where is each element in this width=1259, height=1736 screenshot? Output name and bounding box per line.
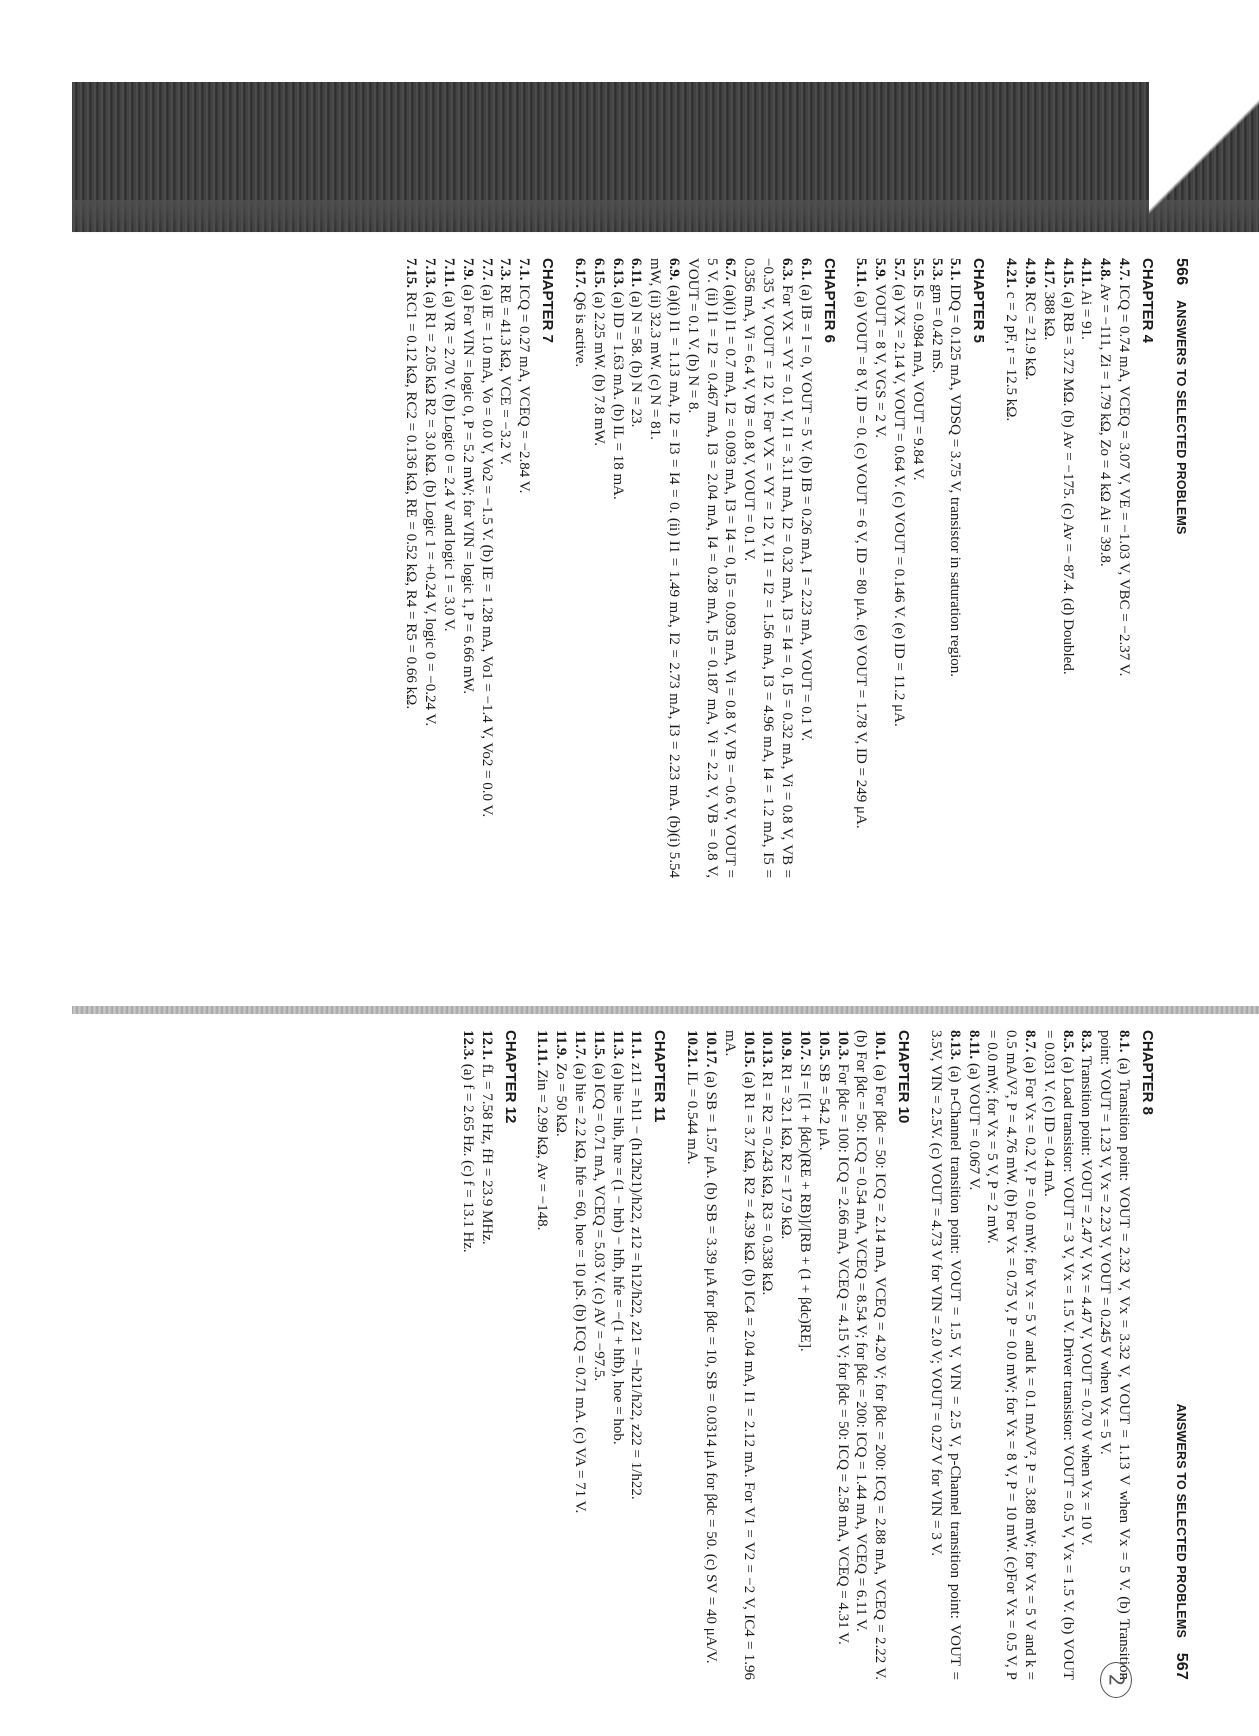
answer-entry bbox=[551, 1030, 570, 1680]
problem-number: 4.11. bbox=[1078, 258, 1095, 288]
answer-text: ICQ = 0.74 mA, VCEQ = 3.07 V, VE = −1.03 V, VBC = −2.37 V. bbox=[1116, 284, 1132, 677]
answer-text: (a) n-Channel transition point: VOUT = 1.5 V, VIN = 2.5 V, p-Channel transition point: VOUT = 3.5V, VIN = 2.5V. (c) VOUT = 4.73 V for VIN = 2.0 V; VOUT = 0.27 V for VIN = 3 V. bbox=[928, 1030, 963, 1680]
problem-number: 8.3. bbox=[1078, 1030, 1095, 1053]
answer-text: SI = [(1 + βdc)(RE + RB)]/[RB + (1 + βdc)RE]. bbox=[797, 1063, 814, 1352]
problem-number: 4.17. bbox=[1040, 258, 1057, 288]
answer-entry bbox=[477, 258, 496, 878]
answer-entry bbox=[570, 1030, 589, 1680]
answer-entry bbox=[870, 258, 889, 878]
answer-entry bbox=[908, 258, 927, 878]
answer-entry bbox=[814, 1030, 833, 1680]
answer-entry bbox=[477, 1030, 496, 1680]
problem-number: 10.5. bbox=[815, 1030, 832, 1060]
problem-number: 10.9. bbox=[778, 1030, 795, 1060]
answer-text: R1 = R2 = 0.243 kΩ, R3 = 0.338 kΩ. bbox=[759, 1071, 776, 1296]
problem-number: 5.9. bbox=[872, 258, 889, 281]
answer-text: Q6 is active. bbox=[572, 291, 589, 368]
answer-text: (a) SB = 1.57 μA. (b) SB = 3.39 μA for βdc = 10, SB = 0.0314 μA for βdc = 50. (c) SV = 40 μA/V. bbox=[703, 1071, 720, 1664]
right-page-content bbox=[458, 1030, 1156, 1680]
answer-entry bbox=[608, 1030, 627, 1680]
answer-entry bbox=[852, 1030, 890, 1680]
answer-entry bbox=[758, 1030, 777, 1680]
answer-text: (a) f = 2.65 Hz. (c) f = 13.1 Hz. bbox=[459, 1063, 476, 1253]
problem-number: 7.13. bbox=[422, 258, 439, 288]
answer-text: (a) For βdc = 50: ICQ = 2.14 mA, VCEQ = 4.20 V; for βdc = 200: ICQ = 2.88 mA, VCEQ = 2.22 V. (b) For βdc = 50: ICQ = 0.54 mA, VCEQ = 8.54 V; for βdc = 200: ICQ = 1.44 mA, VCEQ = 6.11 V. bbox=[853, 1030, 889, 1680]
answer-text: (a) hie = 2.2 kΩ, hfe = 60, hoe = 10 μS. (b) ICQ = 0.71 mA. (c) VA = 71 V. bbox=[572, 1062, 589, 1514]
problem-number: 7.15. bbox=[403, 258, 420, 288]
answer-text: (a) 2.25 mW. (b) 7.8 mW. bbox=[590, 291, 607, 447]
answer-text: (a) R1 = 2.05 kΩ R2 = 3.0 kΩ. (b) Logic 1 = +0.24 V, logic 0 = −0.24 V. bbox=[422, 291, 439, 727]
answer-entry bbox=[1095, 258, 1114, 878]
answer-entry bbox=[1114, 258, 1133, 878]
answer-text: Av = −111, Zi = 1.79 kΩ, Zo = 4 kΩ Ai = 39.8. bbox=[1097, 283, 1114, 567]
answer-text: IDQ = 0.125 mA, VDSQ = 3.75 V, transistor in saturation region. bbox=[947, 284, 964, 677]
chapter-heading: CHAPTER 10 bbox=[895, 1030, 913, 1124]
problem-number: 11.11. bbox=[534, 1030, 551, 1066]
problem-number: 11.9. bbox=[553, 1030, 570, 1060]
answer-entry bbox=[889, 258, 908, 878]
answer-entry bbox=[1020, 258, 1039, 878]
answer-entry bbox=[983, 1030, 1039, 1680]
right-running-head bbox=[1172, 1030, 1190, 1680]
problem-number: 6.11. bbox=[628, 258, 645, 288]
answer-entry bbox=[927, 258, 946, 878]
left-page bbox=[402, 258, 1190, 878]
problem-number: 10.17. bbox=[703, 1030, 720, 1068]
answer-entry bbox=[514, 258, 533, 878]
answer-entry bbox=[645, 258, 683, 878]
answer-text: (a) RB = 3.72 MΩ. (b) Av = −175. (c) Av = −87.4. (d) Doubled. bbox=[1059, 291, 1076, 675]
answer-entry bbox=[627, 1030, 646, 1680]
chapter-heading: CHAPTER 6 bbox=[820, 258, 838, 344]
problem-number: 11.5. bbox=[590, 1030, 607, 1060]
problem-number: 7.9. bbox=[459, 258, 476, 281]
answer-entry bbox=[533, 1030, 552, 1680]
answer-entry bbox=[701, 1030, 720, 1680]
chapter-heading: CHAPTER 7 bbox=[539, 258, 557, 344]
answer-entry bbox=[720, 1030, 758, 1680]
answer-text: (a) IB = I = 0, VOUT = 5 V. (b) IB = 0.26 mA, I = 2.23 mA, VOUT = 0.1 V. bbox=[797, 284, 814, 742]
answer-text: (a)(i) I1 = 0.7 mA, I2 = 0.093 mA, I3 = I4 = 0, I5 = 0.093 mA, Vi = 0.8 V, VB = −0.6 V, VOUT = 5 V. (ii) I1 = I2 = 0.467 mA, I3 = 2.04 mA, I4 = 0.28 mA, I5 = 0.187 mA, Vi = 2.2 V, VB = 0.8 V, VOUT = 0.1 V. (b) N = 8. bbox=[684, 258, 739, 879]
problem-number: 6.9. bbox=[666, 258, 683, 281]
answer-text: (a) VOUT = 8 V, ID = 0. (c) VOUT = 6 V, ID = 80 μA. (e) VOUT = 1.78 V, ID = 249 μA. bbox=[853, 290, 870, 829]
problem-number: 6.17. bbox=[572, 258, 589, 288]
answer-entry bbox=[421, 258, 440, 878]
handwritten-mark-text: 2 bbox=[1103, 1673, 1128, 1687]
answer-text: (a) hie = hib, hre = (1 − hrb) − hfb, hfe = −(1 + hfb), hoe = hob. bbox=[609, 1062, 626, 1445]
answer-text: z11 = h11 − (h12h21)/h22, z12 = h12/h22, z21 = −h21/h22, z22 = 1/h22. bbox=[628, 1062, 645, 1500]
problem-number: 8.7. bbox=[1022, 1030, 1039, 1053]
problem-number: 4.7. bbox=[1116, 258, 1132, 281]
problem-number: 4.15. bbox=[1059, 258, 1076, 288]
answer-entry bbox=[833, 1030, 852, 1680]
answer-text: IS = 0.984 mA, VOUT = 9.84 V. bbox=[909, 284, 926, 481]
problem-number: 5.1. bbox=[947, 258, 964, 281]
answer-text: (a) VR = 2.70 V. (b) Logic 0 = 2.4 V and logic 1 = 3.0 V. bbox=[441, 290, 458, 632]
problem-number: 10.15. bbox=[740, 1030, 757, 1068]
page-fold-line bbox=[72, 1006, 1259, 1014]
left-running-head-text: ANSWERS TO SELECTED PROBLEMS bbox=[1174, 300, 1188, 535]
answer-text: (a) N = 58. (b) N = 23. bbox=[628, 290, 645, 428]
answer-entry bbox=[608, 258, 627, 878]
left-running-head bbox=[1172, 258, 1190, 878]
answer-text: c = 2 pF, r = 12.5 kΩ. bbox=[1003, 291, 1020, 422]
answer-entry bbox=[739, 258, 795, 878]
answer-text: (a) For VIN = logic 0, P = 5.2 mW; for VIN = logic 1, P = 6.66 mW. bbox=[459, 284, 476, 695]
answer-text: Transition point: VOUT = 2.47 V, Vx = 4.47 V, VOUT = 0.70 V when Vx = 10 V. bbox=[1078, 1055, 1095, 1546]
problem-number: 11.1. bbox=[628, 1030, 645, 1060]
answer-text: (a) Load transistor: VOUT = 3 V, Vx = 1.5 V. Driver transistor: VOUT = 0.5 V, Vx = 1.5 V. (b) VOUT = 0.031 V. (c) ID = 0.4 mA. bbox=[1040, 1030, 1076, 1680]
scan-shadow-fade bbox=[72, 200, 1259, 234]
answer-text: (a) IE = 1.0 mA, Vo = 0.0 V, Vo2 = −1.5 V. (b) IE = 1.28 mA, Vo1 = −1.4 V, Vo2 = 0.0 V. bbox=[478, 284, 495, 818]
answer-entry bbox=[946, 258, 965, 878]
answer-entry bbox=[1039, 1030, 1077, 1680]
answer-text: Zin = 2.99 kΩ, Av = −148. bbox=[534, 1069, 551, 1231]
problem-number: 5.3. bbox=[928, 258, 945, 281]
answer-entry bbox=[926, 1030, 964, 1680]
answer-text: For βdc = 100: ICQ = 2.66 mA, VCEQ = 4.15 V; for βdc = 50: ICQ = 2.58 mA, VCEQ = 4.31 V. bbox=[834, 1063, 851, 1645]
answer-entry bbox=[496, 258, 515, 878]
problem-number: 7.7. bbox=[478, 258, 495, 281]
answer-text: VOUT = 8 V, VGS = 2 V. bbox=[872, 283, 889, 439]
problem-number: 5.7. bbox=[891, 258, 908, 281]
answer-text: (a) R1 = 3.7 kΩ, R2 = 4.39 kΩ. (b) IC4 = 2.04 mA, I1 = 2.12 mA. For V1 = V2 = −2 V, IC4 = 1.96 mA. bbox=[721, 1030, 757, 1680]
problem-number: 7.1. bbox=[516, 258, 533, 281]
answer-entry bbox=[964, 1030, 983, 1680]
answer-entry bbox=[458, 1030, 477, 1680]
answer-entry bbox=[458, 258, 477, 878]
problem-number: 6.1. bbox=[797, 258, 814, 281]
answer-text: RC = 21.9 kΩ. bbox=[1022, 291, 1039, 381]
answer-text: R1 = 32.1 kΩ, R2 = 17.9 kΩ. bbox=[778, 1063, 795, 1240]
problem-number: 11.7. bbox=[572, 1030, 589, 1060]
answer-text: IL = 0.544 mA. bbox=[684, 1071, 701, 1165]
problem-number: 4.21. bbox=[1003, 258, 1020, 288]
answer-entry bbox=[570, 258, 589, 878]
answer-entry bbox=[796, 258, 815, 878]
answer-entry bbox=[795, 1030, 814, 1680]
handwritten-page-mark bbox=[1100, 1662, 1132, 1698]
answer-text: For VX = VY = 0.1 V, I1 = 3.11 mA, I2 = 0.32 mA, I3 = I4 = 0, I5 = 0.32 mA, Vi = 0.8 V, VB = −0.35 V, VOUT = 12 V. For VX = VY = 12 V, I1 = I2 = 1.56 mA, I3 = 4.96 mA, I4 = 1.2 mA, I5 = 0.356 mA, Vi = 6.4 V, VB = 0.8 V, VOUT = 0.1 V. bbox=[741, 258, 795, 879]
problem-number: 11.3. bbox=[609, 1030, 626, 1060]
answer-entry bbox=[776, 1030, 795, 1680]
problem-number: 10.21. bbox=[684, 1030, 701, 1068]
problem-number: 6.15. bbox=[590, 258, 607, 288]
answer-entry bbox=[1077, 258, 1096, 878]
answer-entry bbox=[439, 258, 458, 878]
right-running-head-text: ANSWERS TO SELECTED PROBLEMS bbox=[1174, 1403, 1188, 1638]
problem-number: 8.1. bbox=[1116, 1030, 1132, 1053]
problem-number: 12.3. bbox=[459, 1030, 476, 1060]
answer-entry bbox=[852, 258, 871, 878]
answer-entry bbox=[1077, 1030, 1096, 1680]
left-page-number: 566 bbox=[1173, 258, 1190, 286]
answer-text: gm = 0.42 mS. bbox=[928, 284, 945, 374]
problem-number: 7.3. bbox=[497, 258, 514, 281]
chapter-heading: CHAPTER 8 bbox=[1139, 1030, 1156, 1116]
chapter-heading: CHAPTER 5 bbox=[970, 258, 988, 344]
problem-number: 4.8. bbox=[1097, 258, 1114, 281]
answer-text: RE = 41.3 kΩ, VCE = −3.2 V. bbox=[497, 284, 514, 465]
problem-number: 10.3. bbox=[834, 1030, 851, 1060]
chapter-heading: CHAPTER 12 bbox=[501, 1030, 519, 1124]
answer-text: Zo = 50 kΩ. bbox=[553, 1062, 570, 1137]
chapter-heading: CHAPTER 11 bbox=[651, 1030, 669, 1123]
answer-text: (a) For Vx = 0.2 V, P = 0.0 mW; for Vx = 5 V and k = 0.1 mA/V², P = 3.88 mW; for Vx = 5 V and k = 0.5 mA/V², P = 4.76 mW. (b) For Vx = 0.75 V, P = 0.0 mW; for Vx = 8 V, P = 10 mW. (c)For Vx = 0.5 V, P = 0.0 mW; for Vx = 5 V, P = 2 mW. bbox=[984, 1030, 1039, 1680]
problem-number: 10.1. bbox=[872, 1030, 889, 1060]
answer-entry bbox=[589, 1030, 608, 1680]
answer-entry bbox=[683, 258, 739, 878]
problem-number: 8.13. bbox=[946, 1030, 963, 1060]
answer-text: (a) ICQ = 0.71 mA, VCEQ = 5.03 V. (c) AV = −97.5. bbox=[590, 1062, 607, 1382]
problem-number: 12.1. bbox=[478, 1030, 495, 1060]
right-page bbox=[458, 1030, 1190, 1680]
problem-number: 5.5. bbox=[909, 258, 926, 281]
answer-text: (a) ID = 1.63 mA. (b) IL = 18 mA. bbox=[609, 291, 626, 500]
answer-text: (a) Transition point: VOUT = 2.32 V, Vx = 3.32 V, VOUT = 1.13 V when Vx = 5 V. (b) Transition point: VOUT = 1.23 V, Vx = 2.23 V, VOUT = 0.245 V when Vx = 5 V. bbox=[1097, 1030, 1132, 1681]
problem-number: 6.3. bbox=[778, 258, 795, 281]
problem-number: 5.11. bbox=[853, 258, 870, 288]
answer-entry bbox=[589, 258, 608, 878]
right-page-number: 567 bbox=[1173, 1652, 1190, 1680]
problem-number: 6.7. bbox=[722, 258, 739, 281]
answer-entry bbox=[627, 258, 646, 878]
answer-entry bbox=[1039, 258, 1058, 878]
answer-text: Ai = 91. bbox=[1078, 290, 1095, 340]
left-page-content bbox=[402, 258, 1156, 878]
problem-number: 10.13. bbox=[759, 1030, 776, 1068]
page-corner bbox=[1149, 82, 1259, 232]
problem-number: 8.11. bbox=[965, 1030, 982, 1060]
problem-number: 8.5. bbox=[1059, 1030, 1076, 1053]
answer-text: (a)(i) I1 = 1.13 mA, I2 = I3 = I4 = 0. (ii) I1 = 1.49 mA, I2 = 2.73 mA, I3 = 2.23 mA. (b)(i) 5.54 mW, (ii) 32.3 mW. (c) N = 81. bbox=[647, 258, 683, 879]
answer-entry bbox=[402, 258, 421, 878]
answer-entry bbox=[682, 1030, 701, 1680]
answer-entry bbox=[1095, 1030, 1133, 1680]
answer-text: fL = 7.58 Hz, fH = 23.9 MHz. bbox=[478, 1063, 495, 1245]
answer-text: 388 kΩ. bbox=[1040, 291, 1057, 341]
answer-entry bbox=[1001, 258, 1020, 878]
problem-number: 7.11. bbox=[441, 258, 458, 288]
problem-number: 6.13. bbox=[609, 258, 626, 288]
problem-number: 10.7. bbox=[797, 1030, 814, 1060]
answer-text: RC1 = 0.12 kΩ, RC2 = 0.136 kΩ, RE = 0.52 kΩ, R4 = R5 = 0.66 kΩ. bbox=[403, 291, 420, 710]
answer-text: (a) VOUT = 0.067 V. bbox=[965, 1062, 982, 1191]
chapter-heading: CHAPTER 4 bbox=[1139, 258, 1156, 344]
answer-text: SB = 54.2 μA. bbox=[815, 1063, 832, 1151]
answer-text: (a) VX = 2.14 V, VOUT = 0.64 V. (c) VOUT = 0.146 V. (e) ID = 11.2 μA. bbox=[891, 284, 908, 727]
problem-number: 4.19. bbox=[1022, 258, 1039, 288]
answer-text: ICQ = 0.27 mA, VCEQ = −2.84 V. bbox=[516, 284, 533, 494]
answer-entry bbox=[1058, 258, 1077, 878]
